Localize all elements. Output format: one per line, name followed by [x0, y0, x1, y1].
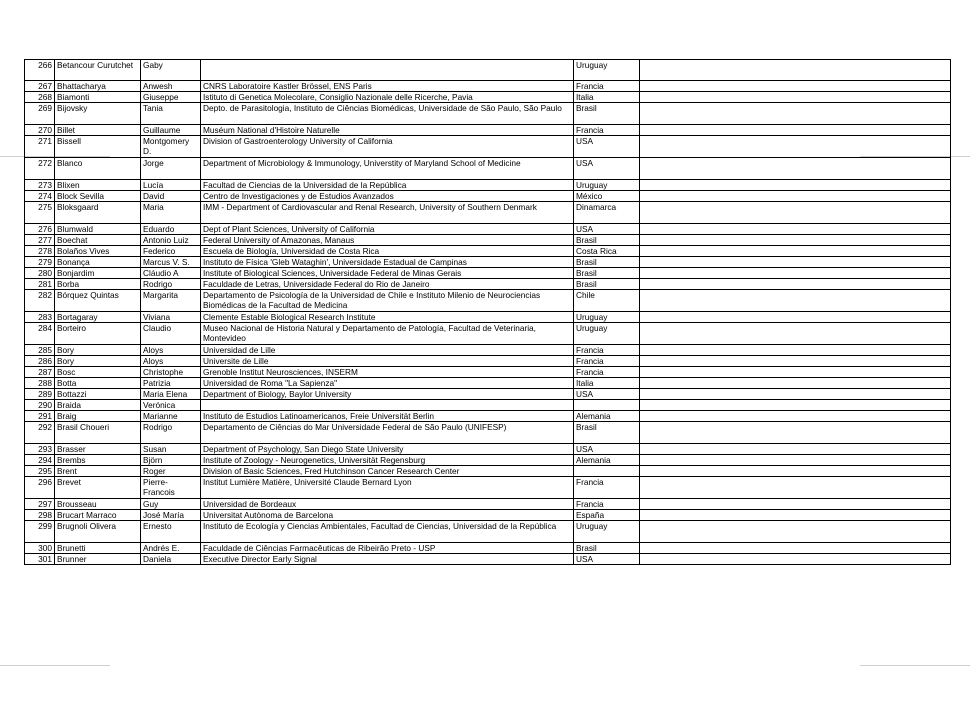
country-cell: Francia	[574, 356, 640, 367]
last-name-cell: Blanco	[55, 158, 141, 180]
country-cell: Italia	[574, 92, 640, 103]
row-number-cell: 299	[25, 521, 55, 543]
empty-cell	[640, 81, 951, 92]
last-name-cell: Borba	[55, 279, 141, 290]
empty-cell	[640, 422, 951, 444]
row-number-cell: 277	[25, 235, 55, 246]
table-row	[25, 92, 951, 103]
last-name-cell: Brembs	[55, 455, 141, 466]
last-name-cell: Billet	[55, 125, 141, 136]
first-name-cell: Viviana	[141, 312, 201, 323]
first-name-cell: Pierre-Francois	[141, 477, 201, 499]
table-row	[25, 411, 951, 422]
row-number-cell: 286	[25, 356, 55, 367]
first-name-cell: Marianne	[141, 411, 201, 422]
institution-cell: Institut Lumière Matière, Université Claude Bernard Lyon	[201, 477, 574, 499]
table-row	[25, 323, 951, 345]
institution-cell: Museo Nacional de Historia Natural y Departamento de Patología, Facultad de Veterinaria, Montevideo	[201, 323, 574, 345]
institution-cell: Facultad de Ciencias de la Universidad de la República	[201, 180, 574, 191]
row-number-cell: 278	[25, 246, 55, 257]
country-cell: México	[574, 191, 640, 202]
institution-cell	[201, 60, 574, 81]
country-cell: Costa Rica	[574, 246, 640, 257]
country-cell: Uruguay	[574, 180, 640, 191]
first-name-cell: David	[141, 191, 201, 202]
last-name-cell: Brunner	[55, 554, 141, 565]
table-row	[25, 136, 951, 158]
empty-cell	[640, 367, 951, 378]
table-row	[25, 235, 951, 246]
row-number-cell: 290	[25, 400, 55, 411]
institution-cell: Faculdade de Ciências Farmacêuticas de Ribeirão Preto - USP	[201, 543, 574, 554]
last-name-cell: Bortagaray	[55, 312, 141, 323]
last-name-cell: Boechat	[55, 235, 141, 246]
last-name-cell: Botta	[55, 378, 141, 389]
table-row	[25, 125, 951, 136]
last-name-cell: Brousseau	[55, 499, 141, 510]
row-number-cell: 296	[25, 477, 55, 499]
last-name-cell: Brasser	[55, 444, 141, 455]
empty-cell	[640, 235, 951, 246]
row-number-cell: 285	[25, 345, 55, 356]
last-name-cell: Block Sevilla	[55, 191, 141, 202]
table-row	[25, 60, 951, 81]
institution-cell: IMM - Department of Cardiovascular and Renal Research, University of Southern Denmark	[201, 202, 574, 224]
table-row	[25, 191, 951, 202]
table-row	[25, 268, 951, 279]
row-number-cell: 297	[25, 499, 55, 510]
country-cell: Uruguay	[574, 323, 640, 345]
row-number-cell: 280	[25, 268, 55, 279]
table-row	[25, 224, 951, 235]
institution-cell: Departamento de Ciências do Mar Universidade Federal de São Paulo (UNIFESP)	[201, 422, 574, 444]
first-name-cell: Andrés E.	[141, 543, 201, 554]
first-name-cell: Daniela	[141, 554, 201, 565]
first-name-cell: Giuseppe	[141, 92, 201, 103]
last-name-cell: Bottazzi	[55, 389, 141, 400]
last-name-cell: Bloksgaard	[55, 202, 141, 224]
last-name-cell: Bory	[55, 356, 141, 367]
last-name-cell: Brucart Marraco	[55, 510, 141, 521]
row-number-cell: 269	[25, 103, 55, 125]
page-divider-bottom-right	[860, 665, 970, 666]
last-name-cell: Borteiro	[55, 323, 141, 345]
empty-cell	[640, 103, 951, 125]
last-name-cell: Brevet	[55, 477, 141, 499]
table-row	[25, 466, 951, 477]
row-number-cell: 288	[25, 378, 55, 389]
first-name-cell: José María	[141, 510, 201, 521]
country-cell: Uruguay	[574, 521, 640, 543]
institution-cell: Universite de Lille	[201, 356, 574, 367]
table-row	[25, 290, 951, 312]
empty-cell	[640, 345, 951, 356]
first-name-cell: Jorge	[141, 158, 201, 180]
country-cell: España	[574, 510, 640, 521]
table-row	[25, 158, 951, 180]
row-number-cell: 292	[25, 422, 55, 444]
empty-cell	[640, 246, 951, 257]
country-cell: Francia	[574, 477, 640, 499]
first-name-cell: Eduardo	[141, 224, 201, 235]
institution-cell: Department of Psychology, San Diego State University	[201, 444, 574, 455]
empty-cell	[640, 554, 951, 565]
empty-cell	[640, 444, 951, 455]
table-row	[25, 180, 951, 191]
empty-cell	[640, 202, 951, 224]
empty-cell	[640, 499, 951, 510]
country-cell: Francia	[574, 499, 640, 510]
institution-cell: Universidad de Roma "La Sapienza"	[201, 378, 574, 389]
row-number-cell: 301	[25, 554, 55, 565]
table-row	[25, 521, 951, 543]
institution-cell: Institute of Biological Sciences, Universidade Federal de Minas Gerais	[201, 268, 574, 279]
last-name-cell: Blixen	[55, 180, 141, 191]
table-row	[25, 389, 951, 400]
table-row	[25, 422, 951, 444]
first-name-cell: Maria	[141, 202, 201, 224]
country-cell: USA	[574, 389, 640, 400]
last-name-cell: Bórquez Quintas	[55, 290, 141, 312]
country-cell: USA	[574, 444, 640, 455]
empty-cell	[640, 92, 951, 103]
country-cell: Brasil	[574, 103, 640, 125]
first-name-cell: Margarita	[141, 290, 201, 312]
row-number-cell: 298	[25, 510, 55, 521]
institution-cell: Department of Biology, Baylor University	[201, 389, 574, 400]
empty-cell	[640, 477, 951, 499]
empty-cell	[640, 290, 951, 312]
empty-cell	[640, 257, 951, 268]
table-row	[25, 367, 951, 378]
row-number-cell: 273	[25, 180, 55, 191]
institution-cell: Universitat Autònoma de Barcelona	[201, 510, 574, 521]
table-row	[25, 202, 951, 224]
last-name-cell: Bhattacharya	[55, 81, 141, 92]
empty-cell	[640, 312, 951, 323]
first-name-cell: Montgomery D.	[141, 136, 201, 158]
country-cell: USA	[574, 554, 640, 565]
last-name-cell: Betancour Curutchet	[55, 60, 141, 81]
row-number-cell: 284	[25, 323, 55, 345]
participants-table	[24, 59, 951, 565]
last-name-cell: Bijovsky	[55, 103, 141, 125]
row-number-cell: 283	[25, 312, 55, 323]
empty-cell	[640, 279, 951, 290]
empty-cell	[640, 268, 951, 279]
row-number-cell: 287	[25, 367, 55, 378]
table-row	[25, 554, 951, 565]
first-name-cell: Maria Elena	[141, 389, 201, 400]
first-name-cell: Tania	[141, 103, 201, 125]
empty-cell	[640, 378, 951, 389]
first-name-cell: Susan	[141, 444, 201, 455]
first-name-cell: Guy	[141, 499, 201, 510]
row-number-cell: 268	[25, 92, 55, 103]
table-row	[25, 81, 951, 92]
institution-cell: Instituto de Ecología y Ciencias Ambientales, Facultad de Ciencias, Universidad de la República	[201, 521, 574, 543]
first-name-cell: Antonio Luiz	[141, 235, 201, 246]
first-name-cell: Aloys	[141, 356, 201, 367]
country-cell: Alemania	[574, 455, 640, 466]
country-cell: Dinamarca	[574, 202, 640, 224]
row-number-cell: 279	[25, 257, 55, 268]
first-name-cell: Claudio	[141, 323, 201, 345]
institution-cell: Division of Basic Sciences, Fred Hutchinson Cancer Research Center	[201, 466, 574, 477]
country-cell: Brasil	[574, 268, 640, 279]
institution-cell: CNRS Laboratoire Kastler Brössel, ENS Paris	[201, 81, 574, 92]
empty-cell	[640, 455, 951, 466]
country-cell: Brasil	[574, 543, 640, 554]
table-row	[25, 455, 951, 466]
institution-cell: Universidad de Lille	[201, 345, 574, 356]
row-number-cell: 281	[25, 279, 55, 290]
institution-cell: Centro de Investigaciones y de Estudios Avanzados	[201, 191, 574, 202]
last-name-cell: Blumwald	[55, 224, 141, 235]
last-name-cell: Brasil Choueri	[55, 422, 141, 444]
table-row	[25, 400, 951, 411]
table-row	[25, 499, 951, 510]
last-name-cell: Bolaños Vives	[55, 246, 141, 257]
table-row	[25, 312, 951, 323]
last-name-cell: Braida	[55, 400, 141, 411]
institution-cell: Federal University of Amazonas, Manaus	[201, 235, 574, 246]
country-cell	[574, 466, 640, 477]
institution-cell: Instituto de Física 'Gleb Wataghin', Universidade Estadual de Campinas	[201, 257, 574, 268]
empty-cell	[640, 510, 951, 521]
last-name-cell: Bosc	[55, 367, 141, 378]
institution-cell: Executive Director Early Signal	[201, 554, 574, 565]
last-name-cell: Bory	[55, 345, 141, 356]
country-cell: USA	[574, 158, 640, 180]
first-name-cell: Ernesto	[141, 521, 201, 543]
row-number-cell: 276	[25, 224, 55, 235]
row-number-cell: 293	[25, 444, 55, 455]
table-row	[25, 444, 951, 455]
country-cell: Brasil	[574, 279, 640, 290]
country-cell: Francia	[574, 125, 640, 136]
empty-cell	[640, 323, 951, 345]
table-row	[25, 378, 951, 389]
table-row	[25, 510, 951, 521]
country-cell: Brasil	[574, 235, 640, 246]
first-name-cell: Marcus V. S.	[141, 257, 201, 268]
empty-cell	[640, 125, 951, 136]
last-name-cell: Brunetti	[55, 543, 141, 554]
page-divider-bottom-left	[0, 665, 110, 666]
empty-cell	[640, 521, 951, 543]
last-name-cell: Brent	[55, 466, 141, 477]
row-number-cell: 289	[25, 389, 55, 400]
institution-cell: Universidad de Bordeaux	[201, 499, 574, 510]
table-row	[25, 246, 951, 257]
institution-cell: Division of Gastroenterology University of California	[201, 136, 574, 158]
first-name-cell: Aloys	[141, 345, 201, 356]
first-name-cell: Gaby	[141, 60, 201, 81]
institution-cell: Institute of Zoology - Neurogenetics, Universität Regensburg	[201, 455, 574, 466]
country-cell: Francia	[574, 367, 640, 378]
last-name-cell: Biamonti	[55, 92, 141, 103]
country-cell: USA	[574, 136, 640, 158]
institution-cell: Instituto de Estudios Latinoamericanos, Freie Universität Berlin	[201, 411, 574, 422]
institution-cell: Muséum National d'Histoire Naturelle	[201, 125, 574, 136]
country-cell: USA	[574, 224, 640, 235]
row-number-cell: 300	[25, 543, 55, 554]
institution-cell: Clemente Estable Biological Research Institute	[201, 312, 574, 323]
first-name-cell: Guillaume	[141, 125, 201, 136]
empty-cell	[640, 158, 951, 180]
country-cell: Brasil	[574, 257, 640, 268]
last-name-cell: Bonança	[55, 257, 141, 268]
row-number-cell: 274	[25, 191, 55, 202]
row-number-cell: 270	[25, 125, 55, 136]
first-name-cell: Björn	[141, 455, 201, 466]
empty-cell	[640, 60, 951, 81]
country-cell: Chile	[574, 290, 640, 312]
table-row	[25, 543, 951, 554]
institution-cell: Department of Microbiology & Immunology, Universtity of Maryland School of Medicine	[201, 158, 574, 180]
empty-cell	[640, 356, 951, 367]
last-name-cell: Bonjardim	[55, 268, 141, 279]
institution-cell	[201, 400, 574, 411]
table-row	[25, 345, 951, 356]
table-row	[25, 279, 951, 290]
country-cell: Alemania	[574, 411, 640, 422]
institution-cell: Dept of Plant Sciences, University of California	[201, 224, 574, 235]
first-name-cell: Anwesh	[141, 81, 201, 92]
first-name-cell: Cláudio A	[141, 268, 201, 279]
last-name-cell: Braig	[55, 411, 141, 422]
first-name-cell: Federico	[141, 246, 201, 257]
institution-cell: Departamento de Psicología de la Universidad de Chile e Instituto Milenio de Neurociencias Biomédicas de la Facultad de Medicina	[201, 290, 574, 312]
first-name-cell: Christophe	[141, 367, 201, 378]
row-number-cell: 266	[25, 60, 55, 81]
institution-cell: Istituto di Genetica Molecolare, Consiglio Nazionale delle Ricerche, Pavia	[201, 92, 574, 103]
institution-cell: Grenoble Institut Neurosciences, INSERM	[201, 367, 574, 378]
empty-cell	[640, 466, 951, 477]
country-cell	[574, 400, 640, 411]
first-name-cell: Verónica	[141, 400, 201, 411]
table-row	[25, 257, 951, 268]
first-name-cell: Lucía	[141, 180, 201, 191]
institution-cell: Faculdade de Letras, Universidade Federal do Rio de Janeiro	[201, 279, 574, 290]
empty-cell	[640, 191, 951, 202]
institution-cell: Escuela de Biología, Universidad de Costa Rica	[201, 246, 574, 257]
country-cell: Italia	[574, 378, 640, 389]
row-number-cell: 294	[25, 455, 55, 466]
row-number-cell: 272	[25, 158, 55, 180]
participants-table-body	[25, 60, 951, 565]
institution-cell: Depto. de Parasitologia, Instituto de Ciências Biomédicas, Universidade de São Paulo, São Paulo	[201, 103, 574, 125]
country-cell: Uruguay	[574, 312, 640, 323]
empty-cell	[640, 389, 951, 400]
first-name-cell: Rodrigo	[141, 422, 201, 444]
country-cell: Francia	[574, 81, 640, 92]
empty-cell	[640, 411, 951, 422]
row-number-cell: 291	[25, 411, 55, 422]
country-cell: Francia	[574, 345, 640, 356]
empty-cell	[640, 543, 951, 554]
table-row	[25, 356, 951, 367]
row-number-cell: 275	[25, 202, 55, 224]
row-number-cell: 267	[25, 81, 55, 92]
first-name-cell: Roger	[141, 466, 201, 477]
first-name-cell: Rodrigo	[141, 279, 201, 290]
row-number-cell: 282	[25, 290, 55, 312]
empty-cell	[640, 224, 951, 235]
country-cell: Brasil	[574, 422, 640, 444]
table-row	[25, 103, 951, 125]
empty-cell	[640, 400, 951, 411]
empty-cell	[640, 136, 951, 158]
table-row	[25, 477, 951, 499]
empty-cell	[640, 180, 951, 191]
country-cell: Uruguay	[574, 60, 640, 81]
last-name-cell: Bissell	[55, 136, 141, 158]
last-name-cell: Brugnoli Olivera	[55, 521, 141, 543]
row-number-cell: 295	[25, 466, 55, 477]
row-number-cell: 271	[25, 136, 55, 158]
first-name-cell: Patrizia	[141, 378, 201, 389]
